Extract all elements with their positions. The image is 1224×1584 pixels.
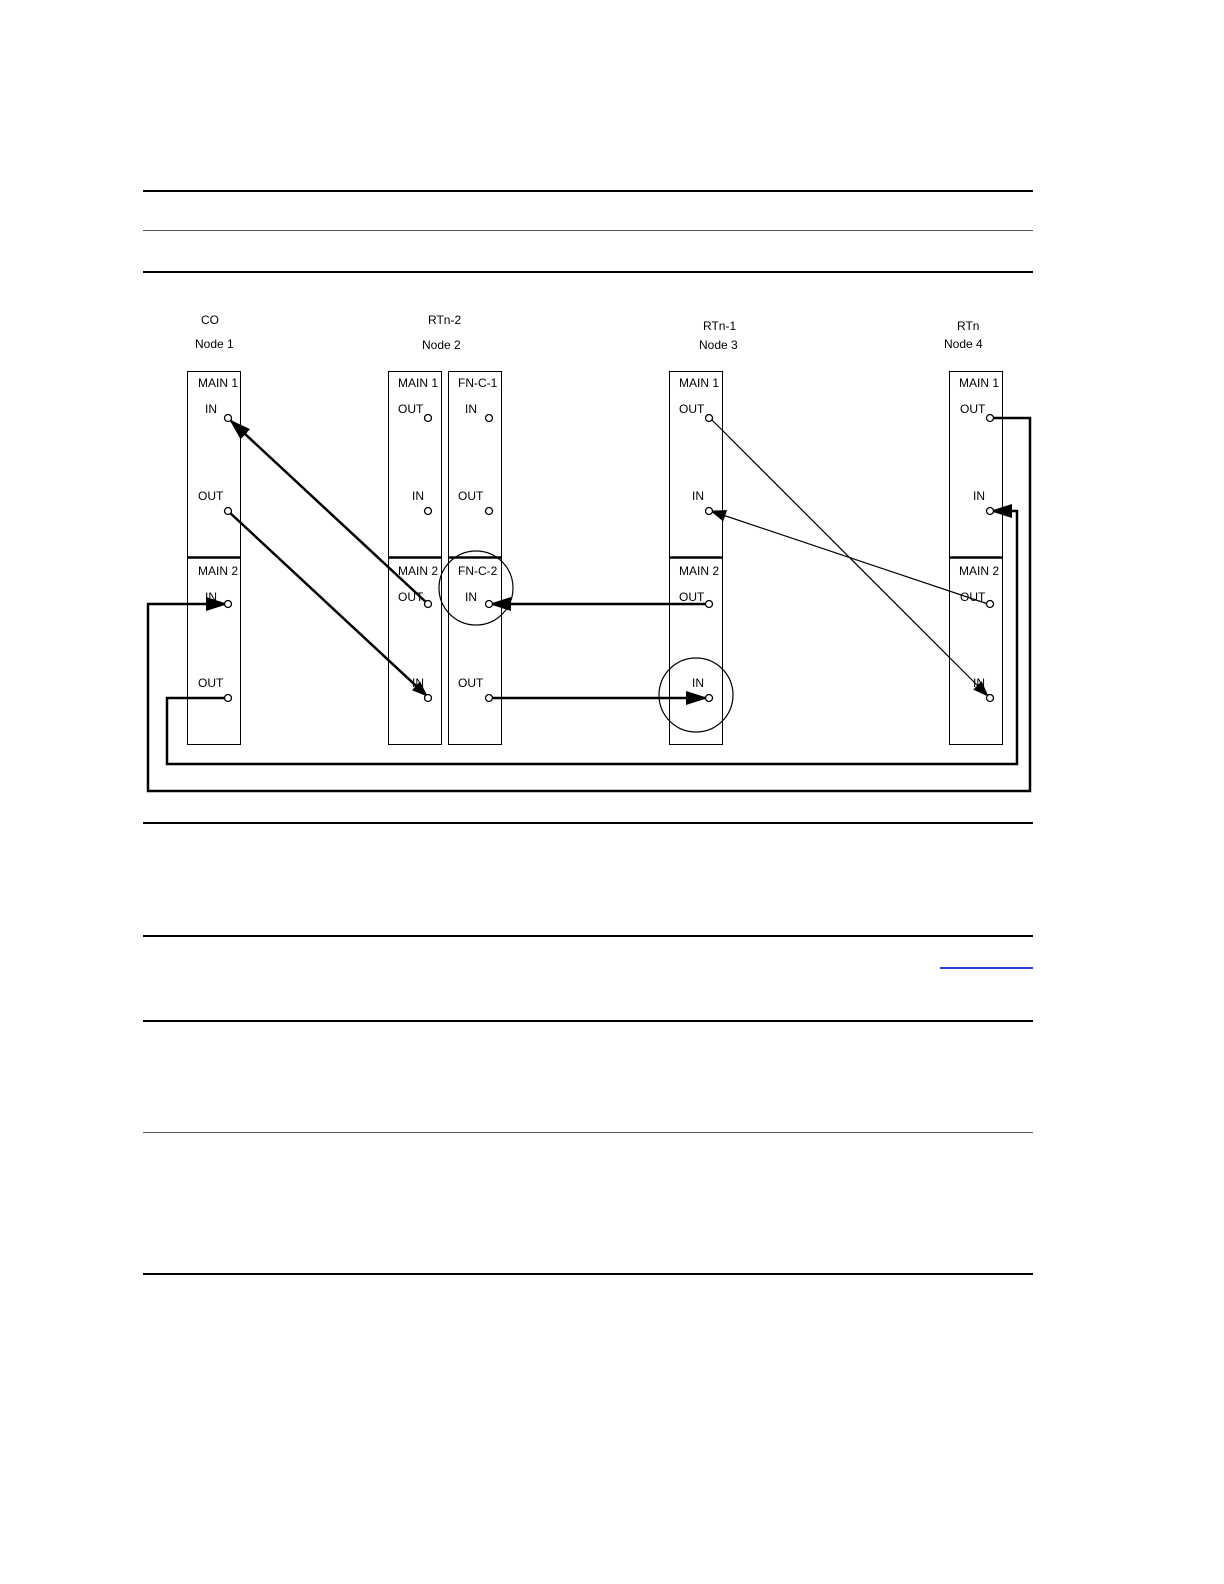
node4-main1-port-out[interactable] — [987, 415, 994, 422]
node1-main2-title: MAIN 2 — [198, 564, 239, 578]
node1-main1-port-in-label: IN — [205, 402, 217, 416]
node2-name: Node 2 — [422, 338, 461, 352]
node2-main1-port-in-label: IN — [412, 489, 424, 503]
node2-main2-port-out[interactable] — [425, 601, 432, 608]
node2-main2-port-in-label: IN — [412, 676, 424, 690]
node2-main1-port-in[interactable] — [425, 508, 432, 515]
node2-main2-title: MAIN 2 — [398, 564, 439, 578]
node4-name: Node 4 — [944, 337, 983, 351]
node2-main1-port-out-label: OUT — [398, 402, 424, 416]
node2-fnc1-port-out-label: OUT — [458, 489, 484, 503]
node4-main2-port-out[interactable] — [987, 601, 994, 608]
node1-main1-title: MAIN 1 — [198, 376, 239, 390]
node2-fnc2-title: FN-C-2 — [458, 564, 498, 578]
node2-fnc1-port-in-label: IN — [465, 402, 477, 416]
node1-main2-port-in-label: IN — [205, 590, 217, 604]
node3-main2-port-out-label: OUT — [679, 590, 705, 604]
node2-fnc1-port-out[interactable] — [486, 508, 493, 515]
fiber-n2-main2-out-to-n1-main1-in — [230, 420, 428, 604]
node4-main2-port-in-label: IN — [973, 676, 985, 690]
node2-main2-port-out-label: OUT — [398, 590, 424, 604]
node4-main1-port-in[interactable] — [987, 508, 994, 515]
node3-main1-title: MAIN 1 — [679, 376, 720, 390]
node2-fnc2-port-in-label: IN — [465, 590, 477, 604]
highlight-node3-main2-in — [659, 658, 733, 732]
node2-main1-title: MAIN 1 — [398, 376, 439, 390]
node1-name: Node 1 — [195, 337, 234, 351]
node3-main2-port-out[interactable] — [706, 601, 713, 608]
node4-main1-port-in-label: IN — [973, 489, 985, 503]
node4-main1-title: MAIN 1 — [959, 376, 1000, 390]
node3-main1-port-out[interactable] — [706, 415, 713, 422]
node2-fnc2-port-in[interactable] — [486, 601, 493, 608]
node1-main1-port-out[interactable] — [225, 508, 232, 515]
fiber-n1-main2-out-to-n4-main1-in — [167, 511, 1017, 764]
node2-main1-port-out[interactable] — [425, 415, 432, 422]
node1-main2-port-in[interactable] — [225, 601, 232, 608]
node3-main1-port-in-label: IN — [692, 489, 704, 503]
node3-site: RTn-1 — [703, 319, 737, 333]
node1-main1-port-in[interactable] — [225, 415, 232, 422]
node1-main2-port-out[interactable] — [225, 695, 232, 702]
node4-site: RTn — [957, 319, 980, 333]
node3-main1-port-in[interactable] — [706, 508, 713, 515]
node4-main2-port-out-label: OUT — [960, 590, 986, 604]
node2-fnc2-port-out[interactable] — [486, 695, 493, 702]
node3-main2-title: MAIN 2 — [679, 564, 720, 578]
node3-main2-port-in[interactable] — [706, 695, 713, 702]
node2-fnc2-port-out-label: OUT — [458, 676, 484, 690]
fiber-n4-main2-out-to-n3-main1-in — [711, 511, 988, 604]
node2-fnc1-port-in[interactable] — [486, 415, 493, 422]
node1-main2-port-out-label: OUT — [198, 676, 224, 690]
node4-main2-title: MAIN 2 — [959, 564, 1000, 578]
node2-fnc1-title: FN-C-1 — [458, 376, 498, 390]
node2-site: RTn-2 — [428, 313, 462, 327]
node1-site: CO — [201, 313, 219, 327]
node2-main2-port-in[interactable] — [425, 695, 432, 702]
node4-main1-port-out-label: OUT — [960, 402, 986, 416]
node1-main1-port-out-label: OUT — [198, 489, 224, 503]
node4-main2-port-in[interactable] — [987, 695, 994, 702]
node3-main2-port-in-label: IN — [692, 676, 704, 690]
fiber-n3-main1-out-to-n4-main2-in — [709, 417, 988, 696]
node3-main1-port-out-label: OUT — [679, 402, 705, 416]
node3-name: Node 3 — [699, 338, 738, 352]
